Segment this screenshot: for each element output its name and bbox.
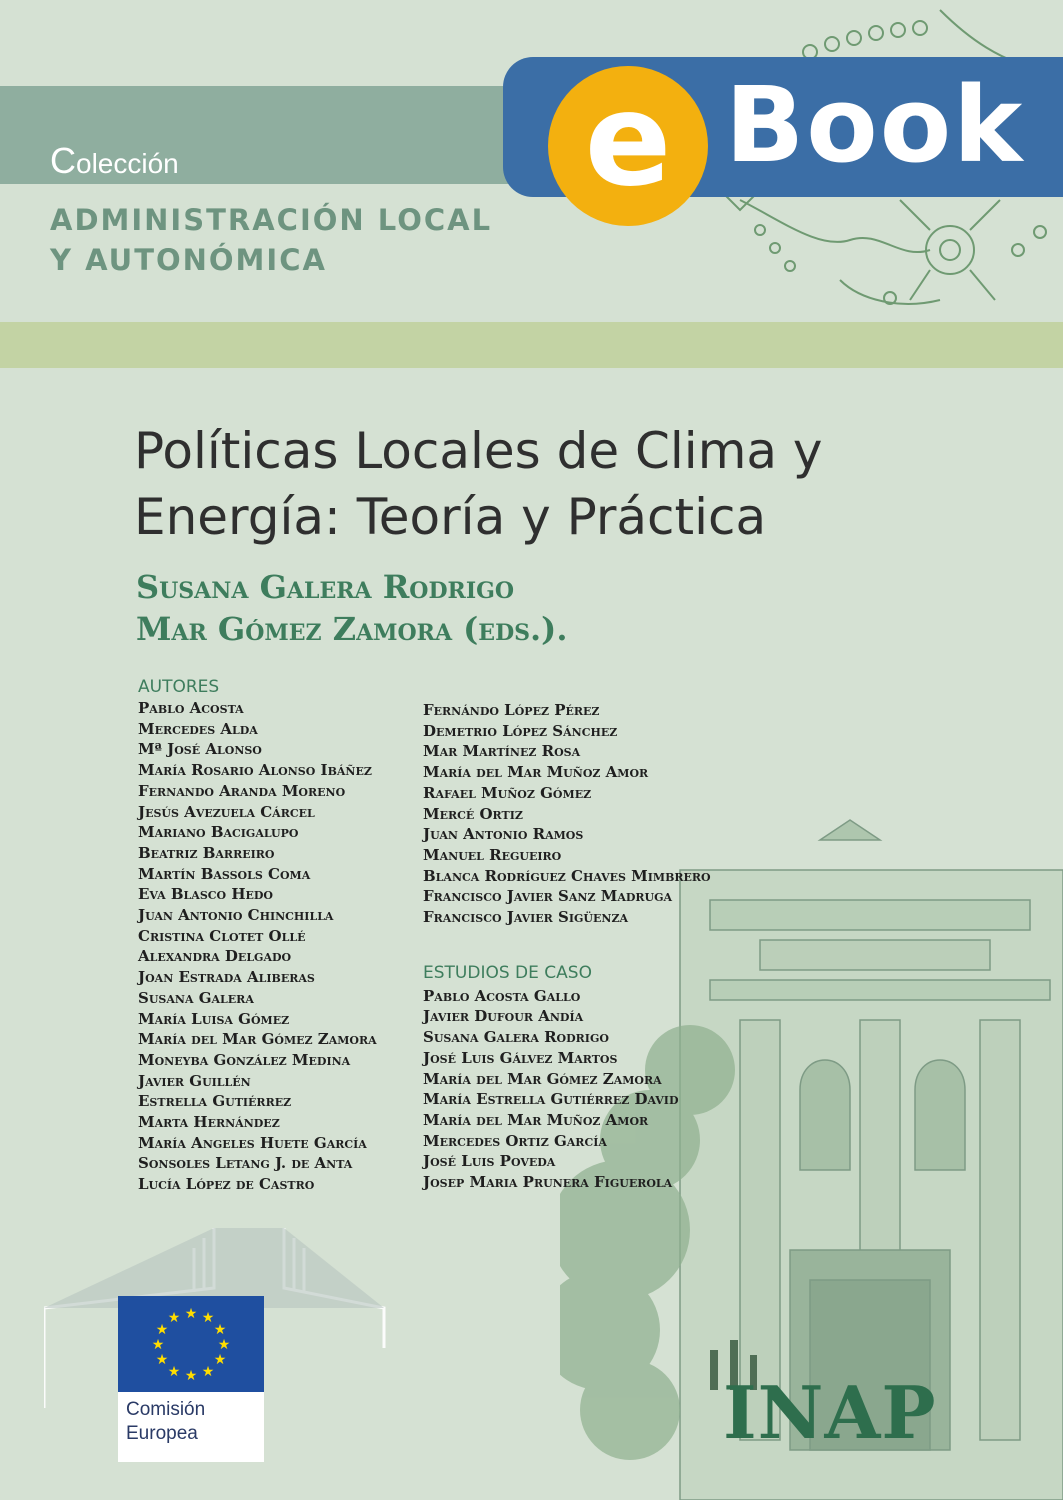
list-item: Mercedes Alda <box>138 719 258 738</box>
list-item: Mª José Alonso <box>138 740 262 759</box>
collection-label <box>50 140 179 182</box>
list-item: Francisco Javier Sigüenza <box>423 908 629 927</box>
eu-label-line-2: Europea <box>126 1423 198 1444</box>
svg-text:★: ★ <box>213 1322 227 1338</box>
book-title <box>134 418 823 550</box>
svg-text:★: ★ <box>184 1306 198 1322</box>
series-line-2: Y AUTONÓMICA <box>50 243 327 277</box>
list-item: Mercedes Ortiz García <box>423 1131 607 1150</box>
svg-text:★: ★ <box>151 1337 165 1353</box>
svg-text:★: ★ <box>213 1352 227 1368</box>
list-item: Sonsoles Letang J. de Anta <box>138 1154 353 1173</box>
list-item: Martín Bassols Coma <box>138 864 311 883</box>
list-item: Pablo Acosta <box>138 699 244 717</box>
series-title <box>50 200 492 280</box>
list-item: Moneyba González Medina <box>138 1050 351 1069</box>
list-item: Juan Antonio Chinchilla <box>138 906 334 925</box>
list-item: María del Mar Muñoz Amor <box>423 763 649 782</box>
ebook-e-circle <box>548 66 708 226</box>
list-item: Demetrio López Sánchez <box>423 721 618 740</box>
list-item: María del Mar Gómez Zamora <box>423 1069 662 1088</box>
list-item: José Luis Gálvez Martos <box>423 1048 618 1067</box>
collection-initial: C <box>50 140 76 181</box>
list-item: Javier Guillén <box>138 1071 251 1090</box>
authors-column-1 <box>138 676 377 1195</box>
eu-commission-logo <box>118 1296 264 1462</box>
list-item: Alexandra Delgado <box>138 947 292 966</box>
list-item: María del Mar Muñoz Amor <box>423 1110 649 1129</box>
list-item: Pablo Acosta Gallo <box>423 986 581 1005</box>
ebook-e-letter: e <box>584 66 672 215</box>
list-item: José Luis Poveda <box>423 1152 556 1171</box>
list-item: Eva Blasco Hedo <box>138 885 273 904</box>
list-item: Susana Galera Rodrigo <box>423 1028 609 1047</box>
ebook-book-text: Book <box>725 64 1025 186</box>
list-item: Susana Galera <box>138 988 254 1007</box>
series-line-1: ADMINISTRACIÓN LOCAL <box>50 203 493 237</box>
editors <box>136 566 567 650</box>
list-item: María del Mar Gómez Zamora <box>138 1030 377 1049</box>
list-item: Javier Dufour Andía <box>423 1007 584 1026</box>
list-item: Francisco Javier Sanz Madruga <box>423 887 673 906</box>
list-item: Mar Martínez Rosa <box>423 742 581 761</box>
list-item: Juan Antonio Ramos <box>423 825 584 844</box>
svg-text:★: ★ <box>201 1310 215 1326</box>
list-item: María Angeles Huete García <box>138 1133 367 1152</box>
collection-rest: olección <box>76 148 179 179</box>
list-item: Jesús Avezuela Cárcel <box>138 802 315 821</box>
list-item: María Rosario Alonso Ibáñez <box>138 761 372 780</box>
list-item: Marta Hernández <box>138 1113 280 1132</box>
list-item: Lucía López de Castro <box>138 1175 315 1194</box>
cases-heading: ESTUDIOS DE CASO <box>423 962 592 983</box>
collection-band <box>0 86 560 184</box>
svg-text:★: ★ <box>201 1364 215 1380</box>
svg-text:★: ★ <box>217 1337 231 1353</box>
list-item: Beatriz Barreiro <box>138 843 275 862</box>
svg-text:★: ★ <box>167 1310 181 1326</box>
editor-line-1: Susana Galera Rodrigo <box>136 568 515 606</box>
svg-text:★: ★ <box>155 1352 169 1368</box>
list-item: Manuel Regueiro <box>423 845 562 864</box>
publisher-logo: INAP <box>723 1370 937 1455</box>
title-line-1: Políticas Locales de Clima y <box>134 422 823 480</box>
list-item: Josep Maria Prunera Figuerola <box>423 1173 673 1192</box>
title-line-2: Energía: Teoría y Práctica <box>134 488 767 546</box>
list-item: Mercé Ortiz <box>423 804 523 823</box>
svg-text:★: ★ <box>167 1364 181 1380</box>
list-item: Cristina Clotet Ollé <box>138 926 306 945</box>
svg-text:★: ★ <box>184 1368 198 1384</box>
eu-label-line-1: Comisión <box>126 1399 206 1420</box>
list-item: Estrella Gutiérrez <box>138 1092 292 1111</box>
authors-heading: AUTORES <box>138 677 220 697</box>
list-item: Mariano Bacigalupo <box>138 823 299 842</box>
svg-text:★: ★ <box>155 1322 169 1338</box>
list-item: Rafael Muñoz Gómez <box>423 783 592 802</box>
list-item: María Estrella Gutiérrez David <box>423 1090 679 1109</box>
authors-column-2 <box>423 700 711 1193</box>
eu-commission-label <box>126 1398 205 1446</box>
editor-line-2: Mar Gómez Zamora (eds.). <box>136 610 568 648</box>
list-item: María Luisa Gómez <box>138 1009 290 1028</box>
list-item: Fernando Aranda Moreno <box>138 781 346 800</box>
list-item: Blanca Rodríguez Chaves Mimbrero <box>423 866 711 885</box>
list-item: Fernándo López Pérez <box>423 701 600 719</box>
list-item: Joan Estrada Aliberas <box>138 968 315 987</box>
green-divider-band <box>0 322 1063 368</box>
eu-flag-icon <box>118 1296 264 1392</box>
